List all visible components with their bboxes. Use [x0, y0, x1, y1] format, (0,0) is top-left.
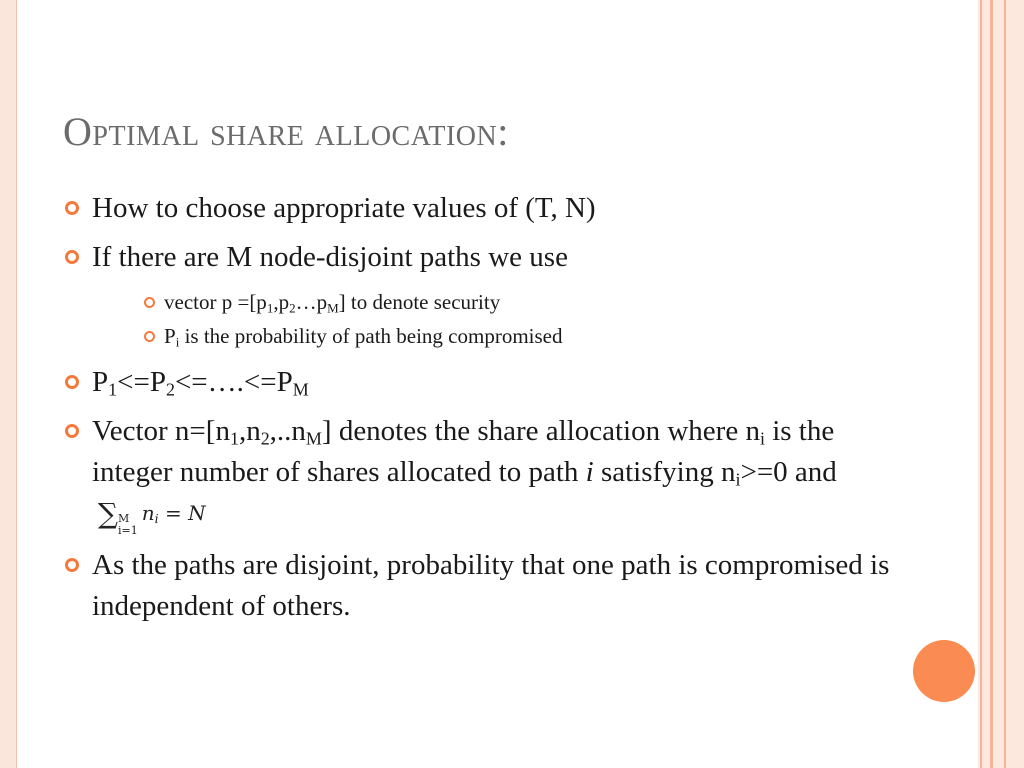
sub-bullet-item: vector $p =[p_1,p_2\dots p_M]$ to denote security [164, 286, 892, 318]
bullet-list [92, 188, 892, 635]
right-border [978, 0, 1024, 768]
bullet-item: How to choose appropriate values of (T, N) [92, 188, 892, 229]
decorative-circle [913, 640, 975, 702]
bullet-icon [65, 201, 79, 215]
bullet-icon [144, 297, 155, 308]
bullet-icon [65, 558, 79, 572]
bullet-item: If there are M node-disjoint paths we use [92, 237, 892, 278]
bullet-icon [65, 250, 79, 264]
sub-bullet-item: $P_i$ is the probability of path being compromised [164, 320, 892, 352]
bullet-item: $P_1<=P_2<=\dots.<=P_M$ [92, 362, 892, 403]
summation-formula: ∑ M i=1 $n_i = N$ [98, 497, 206, 537]
bullet-icon [65, 375, 79, 389]
left-border [0, 0, 17, 768]
bullet-icon [65, 424, 79, 438]
bullet-item: As the paths are disjoint, probability that one path is compromised is independent of others. [92, 545, 892, 627]
slide-title: Optimal share allocation: [63, 109, 509, 154]
bullet-icon [144, 331, 155, 342]
bullet-item: Vector $n=[n_1,n_2,..n_M]$ denotes the share allocation where $n_i$ is the integer number of shares allocated to path i satisfying $n_i>=0$ and ∑ M i=1 $n_i = N$ [92, 411, 892, 537]
